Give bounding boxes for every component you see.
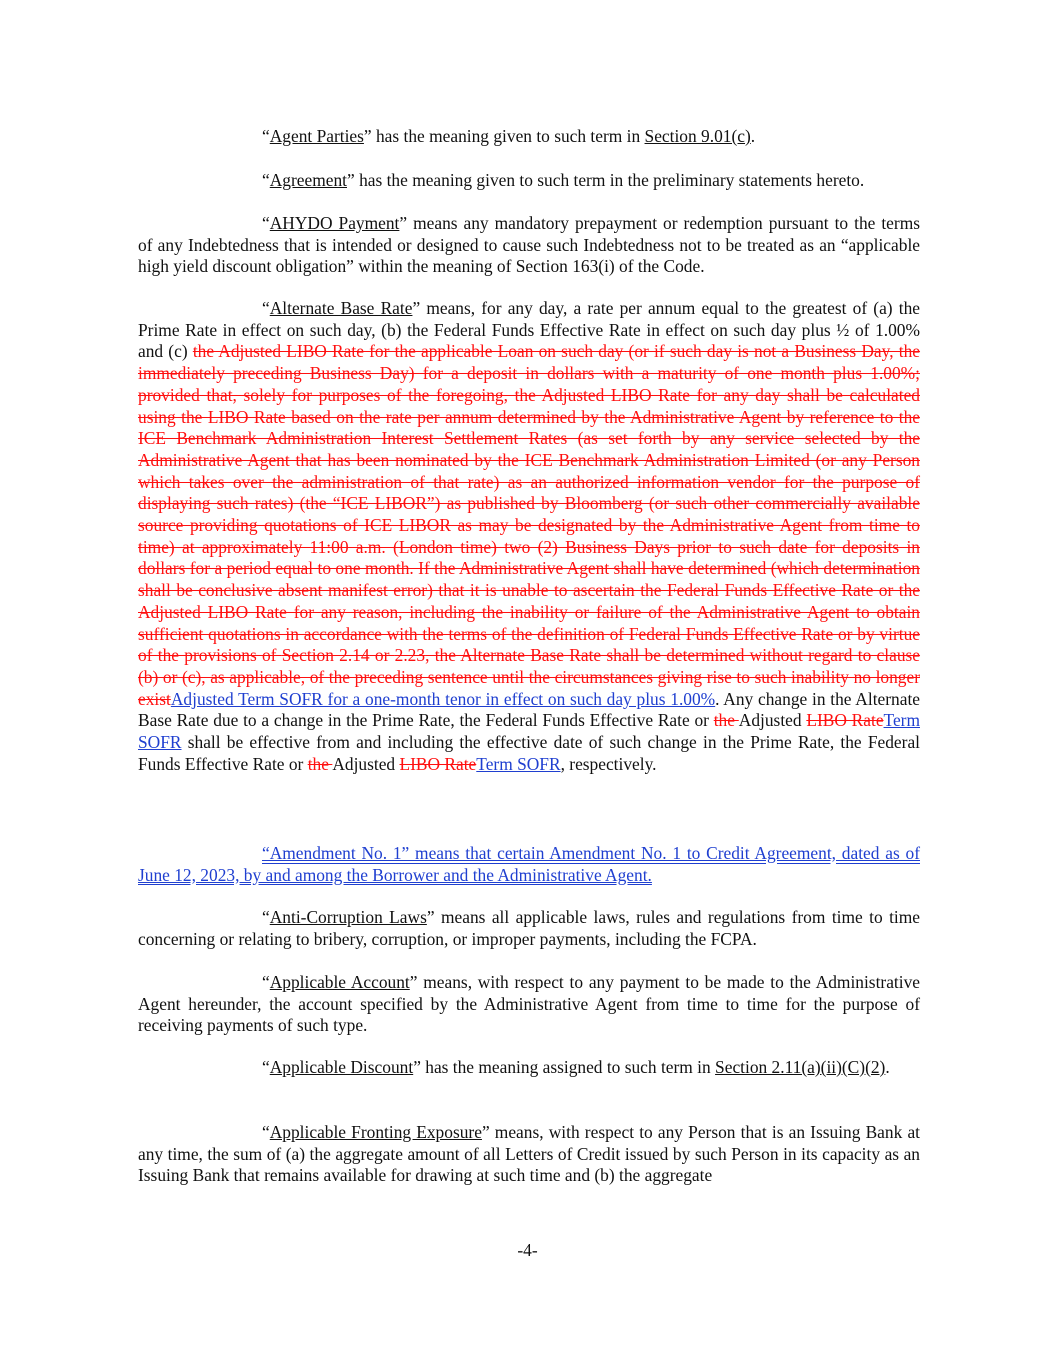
defined-term: Applicable Discount [269,1057,414,1077]
open-quote: “ [262,213,270,233]
def-agent-parties [138,126,920,148]
deleted-text: that, solely for purposes of the foregoing, the Adjusted LIBO Rate for any day shall be calculated using the LIBO Rate based on the rate per annum determined by the Administrative Agent by reference to the ICE Benchmark Administration Interest Settlement Rates (as set forth by any service selected by the Administrative Agent that has been nominated by the ICE Benchmark Administration Limited (or any Person which takes over the administration of that rate) as an authorized information vendor for the purpose of displaying such rates) (the “ [138,384,920,514]
open-quote: “ [262,972,270,992]
deleted-term-ice-libor: ICE LIBOR [340,493,427,514]
definition-text: Adjusted [738,710,807,731]
deleted-text-provided: provided [138,384,200,405]
def-applicable-discount [138,1057,920,1079]
deleted-text: LIBO Rate [806,710,884,731]
def-applicable-fronting-exposure [138,1122,920,1187]
section-reference: Section 9.01(c) [644,126,751,146]
defined-term: Anti-Corruption Laws [269,907,427,927]
definition-text: ” has the meaning given to such term in [363,126,645,146]
open-quote: “ [262,170,270,190]
open-quote: “ [262,907,270,927]
page-number: -4- [517,1240,538,1260]
deleted-text: the [307,753,333,774]
def-ahydo-payment [138,213,920,278]
definition-text: ” means any mandatory prepayment or redemption pursuant to the terms of any Indebtedness that is intended or designed to cause such Indebtedness not to be treated as an “applicable high yield discount obligation” within the meaning of Section 163(i) of the Code. [138,213,920,277]
definition-text: ” means, for any day, a rate per annum equal to the greatest of (a) the Prime Rate in effect on such day, (b) the Federal Funds Effective Rate in effect on such day plus ½ of 1.00% and (c) [138,298,920,362]
definition-text: . [885,1057,890,1077]
def-alternate-base-rate [138,298,920,775]
def-amendment-no-1 [138,843,920,886]
deleted-text: the [713,710,739,731]
definition-text: ” means, with respect to any Person that is an Issuing Bank at any time, the sum of (a) the aggregate amount of all Letters of Credit issued by such Person in its capacity as an Issuing Bank that remains available for drawing at such time and (b) the aggregate [138,1122,920,1186]
definition-text: shall be effective from and including the effective date of such change in the Prime Rate, the Federal Funds Effective Rate or [138,732,920,774]
definition-text: . Any change in the Alternate Base Rate due to a change in the Prime Rate, the Federal Funds Effective Rate or [138,688,921,731]
defined-term: Agreement [269,170,347,190]
defined-term: Alternate Base Rate [269,298,413,318]
inserted-text: Term SOFR [476,753,561,774]
deleted-section-reference: Section 2.14 [281,645,370,666]
deleted-text: the Adjusted LIBO Rate for the applicable Loan on such day (or if such day is not a Business Day, the immediately preceding Business Day) for a deposit in dollars with a maturity of one month plus 1.00%; [138,341,921,384]
definition-text: ” has the meaning assigned to such term in [413,1057,716,1077]
inserted-text: Adjusted Term SOFR for a one-month tenor in effect on such day plus 1.00% [170,688,716,709]
defined-term: Applicable Account [269,972,410,992]
deleted-section-reference: 2.23 [394,645,426,666]
inserted-text: Term SOFR [138,710,920,753]
open-quote: “ [262,1122,270,1142]
open-quote: “ [262,1057,270,1077]
def-applicable-account [138,972,920,1037]
definition-text: . [750,126,756,146]
defined-term: AHYDO Payment [269,213,400,233]
open-quote: “ [262,126,270,146]
definition-text: ” means, with respect to any payment to be made to the Administrative Agent hereunder, the account specified by the Administrative Agent from time to time for the purpose of receiving payments of such type. [138,972,920,1036]
definition-text: , respectively. [560,753,657,774]
def-agreement [138,170,920,192]
defined-term: Agent Parties [269,126,364,146]
inserted-definition: “Amendment No. 1” means that certain Amendment No. 1 to Credit Agreement, dated as of June 12, 2023, by and among the Borrower and the Administrative Agent. [138,843,920,885]
section-reference: Section 2.11(a)(ii)(C)(2) [715,1057,886,1077]
definition-text: ” means all applicable laws, rules and regulations from time to time concerning or relating to bribery, corruption, or improper payments, including the FCPA. [138,907,921,949]
open-quote: “ [262,298,270,318]
definition-text: Adjusted [332,753,400,774]
def-anti-corruption-laws [138,907,920,950]
deleted-text: , the Alternate Base Rate shall be determined without regard to clause (b) or (c), as applicable, of the preceding sentence until the circumstances giving rise to such inability no longer exist [138,645,921,709]
deleted-text: LIBO Rate [399,753,477,774]
deleted-text: ”) as published by Bloomberg (or such other commercially available source providing quotations of ICE LIBOR as may be designated by the Administrative Agent from time to time) at approximately 11:00 a.m. (London time) two (2) Business Days prior to such date for deposits in dollars for a period equal to one month. If the Administrative Agent shall have determined (which determination shall be conclusive absent manifest error) that it is unable to ascertain the Federal Funds Effective Rate or the Adjusted LIBO Rate for any reason, including the inability or failure of the Administrative Agent to obtain sufficient quotations in accordance with the terms of the definition of Federal Funds Effective Rate or by virtue of the provisions of [138,493,920,666]
defined-term: Applicable Fronting Exposure [269,1122,482,1142]
definition-text: ” has the meaning given to such term in the preliminary statements hereto. [347,170,865,190]
deleted-text: or [369,645,395,666]
